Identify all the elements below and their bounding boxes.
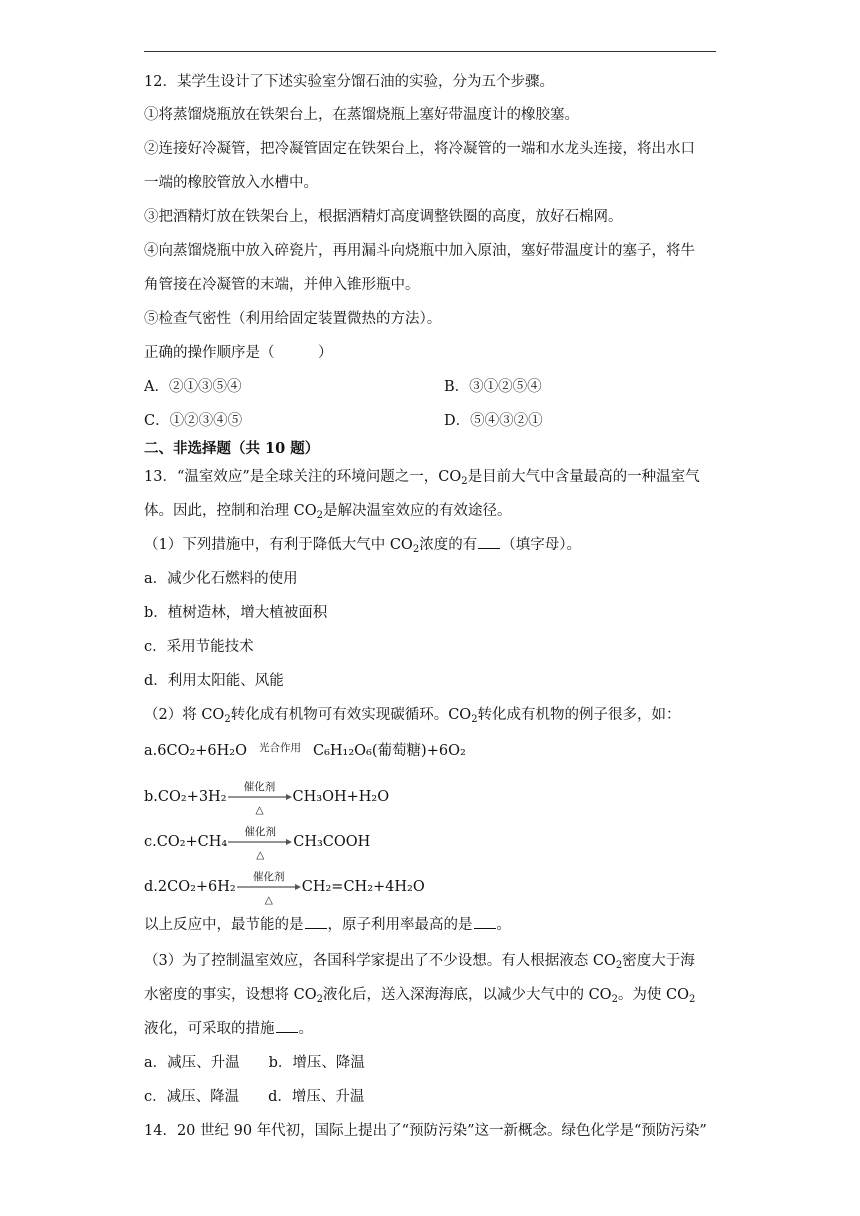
q13-intro-line-2: 体。因此，控制和治理 $CO_2$是解决温室效应的有效途径。 xyxy=(144,503,512,521)
reaction-d: d.2CO₂+6H₂ 催化剂 △ CH₂=CH₂+4H₂O xyxy=(144,871,425,906)
q13-part1-option-a: a．减少化石燃料的使用 xyxy=(144,571,298,587)
q13-part3-line-1: （3）为了控制温室效应，各国科学家提出了不少设想。有人根据液态 $CO_2$密度大于海 xyxy=(144,953,695,971)
q13-part3-line-2: 水密度的事实，设想将 $CO_2$液化后，送入深海海底，以减少大气中的 $CO_2$。为使 $CO_2$ xyxy=(144,987,696,1005)
q12-stem: 12．某学生设计了下述实验室分馏石油的实验，分为五个步骤。 xyxy=(144,74,554,90)
q12-step-1: ①将蒸馏烧瓶放在铁架台上，在蒸馏烧瓶上塞好带温度计的橡胶塞。 xyxy=(144,107,579,123)
q12-step-5: ⑤检查气密性（利用给固定装置微热的方法）。 xyxy=(144,311,442,327)
answer-blank[interactable] xyxy=(478,536,500,549)
header-rule xyxy=(144,51,716,52)
q13-part1-option-c: c．采用节能技术 xyxy=(144,639,254,655)
q13-intro-line-1: 13．“温室效应”是全球关注的环境问题之一，$CO_2$是目前大气中含量最高的一种温室气 xyxy=(144,469,700,487)
q14-stem: 14．20 世纪 90 年代初，国际上提出了“预防污染”这一新概念。绿色化学是“预防污染” xyxy=(144,1123,707,1139)
answer-blank[interactable] xyxy=(276,1020,298,1033)
q12-step-3: ③把酒精灯放在铁架台上，根据酒精灯高度调整铁圈的高度，放好石棉网。 xyxy=(144,209,623,225)
q13-part1-option-d: d．利用太阳能、风能 xyxy=(144,673,284,689)
q12-step-2: ②连接好冷凝管，把冷凝管固定在铁架台上，将冷凝管的一端和水龙头连接，将出水口 xyxy=(144,141,695,157)
q13-part1-option-b: b．植树造林，增大植被面积 xyxy=(144,605,328,621)
reaction-a: a.6CO₂+6H₂O 光合作用 C₆H₁₂O₆(葡萄糖)+6O₂ xyxy=(144,741,466,761)
q12-option-d[interactable]: D．⑤④③②① xyxy=(444,413,543,429)
section-heading: 二、非选择题（共 10 题） xyxy=(144,440,320,457)
reaction-c: c.CO₂+CH₄ 催化剂 △ CH₃COOH xyxy=(144,826,371,861)
answer-blank[interactable] xyxy=(305,916,327,929)
q12-option-b[interactable]: B．③①②⑤④ xyxy=(444,379,542,395)
answer-blank[interactable] xyxy=(474,916,496,929)
q13-part2-intro: （2）将 $CO_2$转化成有机物可有效实现碳循环。$CO_2$转化成有机物的例子很多，如： xyxy=(144,707,681,725)
reaction-arrow: 催化剂 △ xyxy=(237,877,301,897)
q12-step-4: ④向蒸馏烧瓶中放入碎瓷片，再用漏斗向烧瓶中加入原油，塞好带温度计的塞子，将牛 xyxy=(144,243,695,259)
q12-step-4-cont: 角管接在冷凝管的末端，并伸入锥形瓶中。 xyxy=(144,277,420,293)
q13-part1-question: （1）下列措施中，有利于降低大气中 $CO_2$浓度的有 （填字母）。 xyxy=(144,537,581,555)
reaction-b: b.CO₂+3H₂ 催化剂 △ CH₃OH+H₂O xyxy=(144,781,390,816)
q12-option-c[interactable]: C．①②③④⑤ xyxy=(144,413,243,429)
q12-question: 正确的操作顺序是（ ） xyxy=(144,345,333,361)
q13-part3-options-1: a．减压、升温 b．增压、降温 xyxy=(144,1055,365,1071)
q12-step-2-cont: 一端的橡胶管放入水槽中。 xyxy=(144,175,318,191)
q13-part3-line-3: 液化，可采取的措施 。 xyxy=(144,1021,313,1037)
q13-part3-options-2: c．减压、降温 d．增压、升温 xyxy=(144,1089,365,1105)
reaction-arrow: 催化剂 △ xyxy=(228,787,292,807)
q12-option-a[interactable]: A．②①③⑤④ xyxy=(144,379,242,395)
reaction-arrow: 催化剂 △ xyxy=(228,832,292,852)
reaction-arrow: 光合作用 xyxy=(248,741,312,761)
q13-part2-question: 以上反应中，最节能的是 ，原子利用率最高的是 。 xyxy=(144,917,511,933)
